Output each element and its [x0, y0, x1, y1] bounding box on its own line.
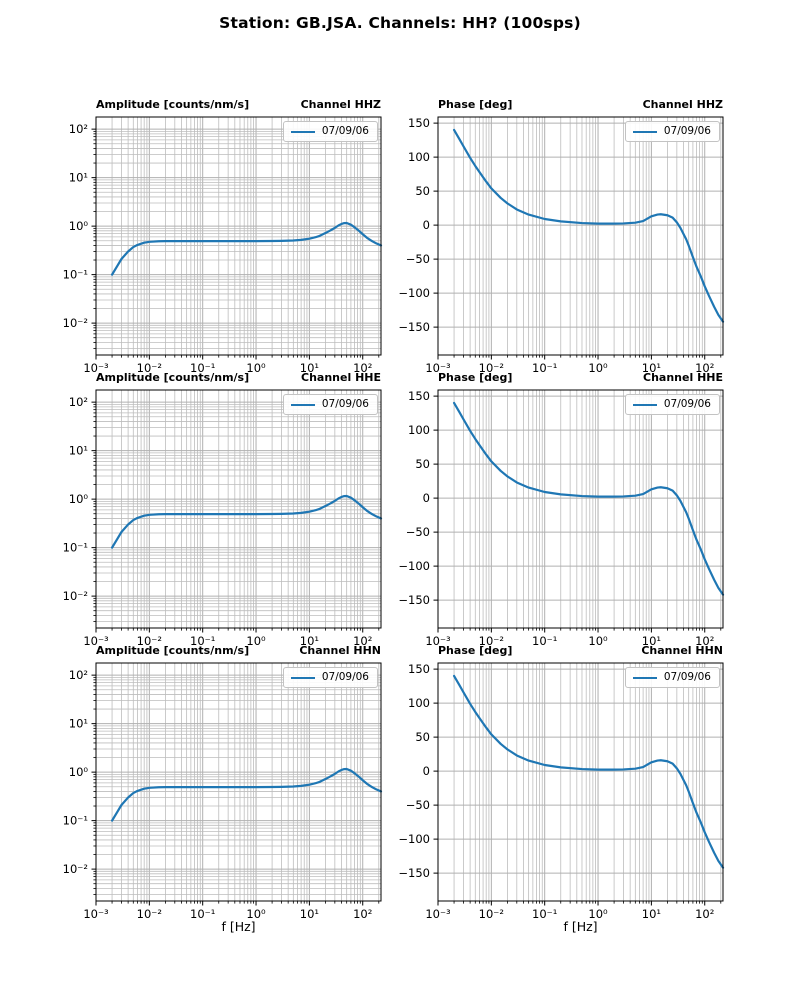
svg-text:10¹: 10¹	[641, 907, 662, 921]
subplot-title-right: Channel HHZ	[300, 98, 381, 111]
svg-text:150: 150	[408, 389, 430, 404]
figure-title: Station: GB.JSA. Channels: HH? (100sps)	[219, 14, 581, 32]
svg-text:10⁻¹: 10⁻¹	[532, 361, 558, 375]
svg-text:50: 50	[415, 184, 430, 199]
svg-text:10²: 10²	[353, 361, 373, 375]
svg-text:10⁻²: 10⁻²	[62, 316, 88, 331]
legend-line-sample-icon	[633, 677, 657, 679]
svg-text:10²: 10²	[68, 122, 88, 137]
svg-text:−100: −100	[398, 286, 430, 301]
svg-text:10⁻³: 10⁻³	[425, 907, 451, 921]
svg-text:10⁰: 10⁰	[68, 765, 88, 780]
legend-label: 07/09/06	[663, 398, 711, 410]
svg-text:−100: −100	[398, 559, 430, 574]
svg-text:10⁰: 10⁰	[68, 492, 88, 507]
subplot-title-right: Channel HHN	[641, 644, 723, 657]
legend	[283, 394, 378, 415]
svg-text:150: 150	[408, 116, 430, 131]
svg-text:10⁻¹: 10⁻¹	[190, 907, 216, 921]
legend-line-sample-icon	[291, 131, 315, 133]
svg-text:10⁻³: 10⁻³	[83, 361, 109, 375]
svg-text:10²: 10²	[68, 668, 88, 683]
svg-text:10⁰: 10⁰	[246, 361, 266, 375]
svg-text:10⁻²: 10⁻²	[62, 862, 88, 877]
legend-line-sample-icon	[633, 404, 657, 406]
legend-label: 07/09/06	[321, 125, 369, 137]
svg-text:−150: −150	[398, 593, 430, 608]
svg-text:10⁻²: 10⁻²	[478, 634, 504, 648]
svg-text:10⁻³: 10⁻³	[425, 634, 451, 648]
svg-text:10⁰: 10⁰	[246, 634, 266, 648]
svg-text:10⁻²: 10⁻²	[62, 589, 88, 604]
svg-text:10⁰: 10⁰	[588, 907, 608, 921]
subplot-title-left: Amplitude [counts/nm/s]	[96, 644, 250, 657]
legend	[625, 121, 720, 142]
svg-text:100: 100	[408, 696, 430, 711]
legend	[283, 121, 378, 142]
svg-text:10⁻¹: 10⁻¹	[532, 907, 558, 921]
x-axis-label-left: f [Hz]	[221, 919, 256, 934]
legend	[625, 394, 720, 415]
svg-text:10⁻³: 10⁻³	[425, 361, 451, 375]
svg-text:10⁻¹: 10⁻¹	[62, 267, 88, 282]
legend-label: 07/09/06	[663, 125, 711, 137]
svg-text:150: 150	[408, 662, 430, 677]
svg-text:10⁻²: 10⁻²	[136, 361, 162, 375]
legend	[625, 667, 720, 688]
svg-text:10¹: 10¹	[299, 634, 320, 648]
svg-text:10¹: 10¹	[68, 716, 88, 731]
subplot-title-left: Amplitude [counts/nm/s]	[96, 371, 250, 384]
svg-text:10⁰: 10⁰	[588, 634, 608, 648]
subplot-title-right: Channel HHE	[643, 371, 723, 384]
subplot-amplitude-hhe	[38, 368, 388, 670]
svg-text:10²: 10²	[353, 634, 373, 648]
svg-text:10²: 10²	[695, 634, 715, 648]
subplot-title-right: Channel HHN	[299, 644, 381, 657]
svg-text:10⁻¹: 10⁻¹	[62, 540, 88, 555]
svg-text:10⁻¹: 10⁻¹	[190, 634, 216, 648]
subplot-title-right: Channel HHZ	[642, 98, 723, 111]
svg-text:10¹: 10¹	[299, 907, 320, 921]
svg-text:10⁻¹: 10⁻¹	[190, 361, 216, 375]
svg-text:10⁻²: 10⁻²	[478, 361, 504, 375]
svg-text:100: 100	[408, 150, 430, 165]
subplot-amplitude-hhz	[38, 95, 388, 397]
svg-text:0: 0	[422, 491, 430, 506]
svg-text:−150: −150	[398, 866, 430, 881]
svg-text:10⁻³: 10⁻³	[83, 907, 109, 921]
svg-text:0: 0	[422, 764, 430, 779]
subplot-title-left: Phase [deg]	[438, 644, 513, 657]
svg-text:10¹: 10¹	[641, 634, 662, 648]
svg-text:−50: −50	[405, 525, 430, 540]
svg-text:10⁻¹: 10⁻¹	[62, 813, 88, 828]
subplot-phase-hhz	[380, 95, 730, 397]
legend-label: 07/09/06	[663, 671, 711, 683]
svg-text:10¹: 10¹	[641, 361, 662, 375]
legend	[283, 667, 378, 688]
subplot-title-left: Amplitude [counts/nm/s]	[96, 98, 250, 111]
svg-text:10⁰: 10⁰	[246, 907, 266, 921]
legend-label: 07/09/06	[321, 398, 369, 410]
x-axis-label-right: f [Hz]	[563, 919, 598, 934]
svg-text:10²: 10²	[68, 395, 88, 410]
svg-text:10²: 10²	[695, 361, 715, 375]
svg-text:−150: −150	[398, 320, 430, 335]
svg-text:10⁰: 10⁰	[68, 219, 88, 234]
legend-line-sample-icon	[291, 677, 315, 679]
svg-text:50: 50	[415, 457, 430, 472]
subplot-phase-hhn	[380, 641, 730, 943]
svg-text:50: 50	[415, 730, 430, 745]
subplot-amplitude-hhn	[38, 641, 388, 943]
svg-text:10¹: 10¹	[68, 443, 88, 458]
svg-text:10²: 10²	[695, 907, 715, 921]
svg-text:0: 0	[422, 218, 430, 233]
svg-text:10⁻²: 10⁻²	[478, 907, 504, 921]
svg-text:10⁻³: 10⁻³	[83, 634, 109, 648]
svg-text:−50: −50	[405, 252, 430, 267]
subplot-title-left: Phase [deg]	[438, 98, 513, 111]
svg-text:10²: 10²	[353, 907, 373, 921]
subplot-phase-hhe	[380, 368, 730, 670]
subplot-title-right: Channel HHE	[301, 371, 381, 384]
svg-text:−100: −100	[398, 832, 430, 847]
svg-text:10⁻¹: 10⁻¹	[532, 634, 558, 648]
svg-text:10¹: 10¹	[68, 170, 88, 185]
svg-text:10⁻²: 10⁻²	[136, 907, 162, 921]
svg-text:−50: −50	[405, 798, 430, 813]
legend-line-sample-icon	[633, 131, 657, 133]
svg-text:10⁻²: 10⁻²	[136, 634, 162, 648]
svg-text:100: 100	[408, 423, 430, 438]
svg-text:10⁰: 10⁰	[588, 361, 608, 375]
subplot-title-left: Phase [deg]	[438, 371, 513, 384]
legend-line-sample-icon	[291, 404, 315, 406]
svg-text:10¹: 10¹	[299, 361, 320, 375]
legend-label: 07/09/06	[321, 671, 369, 683]
